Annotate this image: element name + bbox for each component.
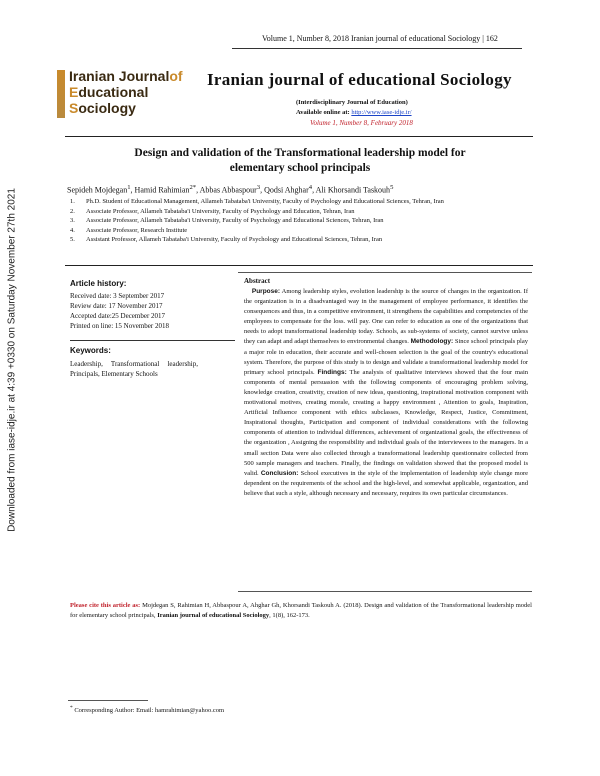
paper-title-line1: Design and validation of the Transformational leadership model for xyxy=(134,147,466,159)
footnote-mark: * xyxy=(70,705,73,711)
journal-subtitle: (Interdisciplinary Journal of Education) xyxy=(296,99,408,106)
accepted-date: Accepted date:25 December 2017 xyxy=(70,312,166,320)
keywords-heading: Keywords: xyxy=(70,346,111,355)
abstract-heading: Abstract xyxy=(244,277,271,285)
footnote-text: Corresponding Author: Email: hamrahimian@yahoo.com xyxy=(72,707,225,715)
methodology-label: Methodology: xyxy=(410,338,454,346)
journal-logo xyxy=(65,68,200,120)
citation-tail: , 1(8), 162-173. xyxy=(269,612,310,619)
issue-line: Volume 1, Number 8, February 2018 xyxy=(310,119,413,127)
history-heading: Article history: xyxy=(70,279,127,288)
affiliation-item: 5. Assistant Professor, Allameh Tabataba'i University, Faculty of Psychology and Educational Sciences, Tehran, Iran xyxy=(70,236,383,243)
download-note-text: Downloaded from iase-idje.ir at 4:39 +0330 on Saturday November 27th 2021 xyxy=(6,188,18,532)
author-name: Sepideh Mojdegan xyxy=(67,185,128,195)
running-head: Volume 1, Number 8, 2018 Iranian journal of educational Sociology | 162 xyxy=(262,34,498,43)
review-date: Review date: 17 November 2017 xyxy=(70,302,163,310)
paper-title-line2: elementary school principals xyxy=(229,162,371,174)
logo-line1-accent: of xyxy=(169,68,183,84)
title-rule-top xyxy=(65,136,533,137)
history-rule xyxy=(70,340,235,341)
abstract-body xyxy=(244,287,528,499)
affiliation-item: 3. Associate Professor, Allameh Tabataba'i University, Faculty of Psychology and Educational Sciences, Tehran, Iran xyxy=(70,217,384,224)
journal-title: Iranian journal of educational Sociology xyxy=(207,70,512,89)
author-sup: 2* xyxy=(189,184,197,191)
keywords-section xyxy=(70,346,198,380)
affiliation-item: 4. Associate Professor, Research Institute xyxy=(70,226,188,234)
author-sup: 1 xyxy=(127,184,131,191)
findings-label: Findings: xyxy=(317,368,347,376)
article-history xyxy=(70,279,235,331)
logo-accent-bar xyxy=(57,70,65,118)
author-sup: 4 xyxy=(308,184,313,191)
journal-url-link[interactable]: http://www.iase-idje.ir/ xyxy=(351,109,412,116)
author-sup: 3 xyxy=(256,184,261,191)
abstract-rule-bottom xyxy=(238,591,532,592)
affiliation-item: 2. Associate Professor, Allameh Tabataba'i University, Faculty of Psychology and Education, Tehran, Iran xyxy=(70,207,355,215)
logo-line1: Iranian Journal xyxy=(69,68,170,84)
conclusion-text: School executives in the style of the implementation of leadership style change more dependent on the requirements of the school and the high-level, and somewhat applicable, organization, and believe that such a style, although necessary and necessary, requires its own particular circumstances. xyxy=(244,469,529,497)
logo-line2-initial: E xyxy=(69,84,79,100)
author-name: Ali Khorsandi Taskouh xyxy=(315,185,391,195)
citation-text: Mojdegan S, Rahimian H, Abbaspour A, Ahghar Gh, Khorsandi Taskouh A. (2018). Design and validation of the Transformational leadership model for elementary school principals, xyxy=(70,602,532,619)
available-label: Available online at: xyxy=(296,109,350,116)
citation-label: Please cite this article as: xyxy=(70,602,141,609)
author-name: Hamid Rahimian xyxy=(134,185,190,195)
affiliation-rule xyxy=(65,265,533,266)
purpose-label: Purpose: xyxy=(251,288,281,295)
author-list: Sepideh Mojdegan$^1$, Hamid Rahimian$^{2*}$, Abbas Abbaspour$^3$, Qodsi Ahghar$^4$, Ali Khorsandi Taskouh$^5$ xyxy=(67,184,394,195)
received-date: Received date: 3 September 2017 xyxy=(70,292,165,300)
author-name: Qodsi Ahghar xyxy=(264,185,309,195)
abstract-rule-top xyxy=(238,272,532,273)
citation-journal: Iranian journal of educational Sociology xyxy=(157,612,270,619)
author-name: Abbas Abbaspour xyxy=(199,185,257,195)
logo-line3-initial: S xyxy=(69,100,79,116)
paper-title xyxy=(95,146,505,176)
footnote-rule xyxy=(68,700,148,701)
purpose-text: Among leadership styles, evolution leadership is the source of changes in the organization. If the organization is in a disadvantaged way in the management of employee performance, it identifies the consequences and thus, in a competitive environment, it strengthens the capabilities and competencies of the employees to compensate for the loss. will pay. One can refer to education as one of the organizations that needs to adopt transformational leadership today. Schools, as sub-systems of society, cannot survive unless they can adapt and adapt themselves to environmental changes. xyxy=(244,288,528,346)
conclusion-label: Conclusion: xyxy=(260,469,299,477)
affiliation-list xyxy=(70,197,540,245)
availability-line xyxy=(296,109,412,116)
footnote xyxy=(70,705,224,714)
author-sup: 5 xyxy=(390,184,394,191)
citation xyxy=(70,601,532,621)
logo-line3: ociology xyxy=(78,100,136,116)
methodology-text: Since school principals play a major role in education, their accurate and well-chosen selection is the goal of the country's educational system. Therefore, the purpose of this study is to design and validate a transformational leadership model for primary school principals. xyxy=(244,338,528,376)
header-rule xyxy=(232,48,522,49)
findings-text: The analysis of qualitative interviews showed that the four main components of mental persuasion with the following components of encouraging problem solving, knowledge creation, creativity, creation of new ideas, questioning, inspirational motivation component with motivational motives, creating morale, creating a happy environment , Attention to goals, Inspiration, Artificial Influence component with ethics subclasses, Knowledge, Respect, Justice, Commitment, Inspirational thoughts, Participation and component of individual considerations with the following components of attention to individual differences, achievement of organizational goals, the effectiveness of the organization , Assigning the responsibility and individual goals of the interviewees to the managers. In a small section Data were also collected through a transformational leadership questionnaire collected from 500 sample managers and teachers. Finally, the findings on validation showed that the proposed model is valid. xyxy=(244,368,528,477)
printed-date: Printed on line: 15 November 2018 xyxy=(70,322,169,330)
download-note xyxy=(4,160,20,560)
affiliation-item: 1. Ph.D. Student of Educational Management, Allameh Tabataba'i University, Faculty of Psychology and Educational Sciences, Tehran, Iran xyxy=(70,198,444,205)
keywords-text: Leadership, Transformational leadership, Principals, Elementary Schools xyxy=(70,359,198,378)
logo-line2: ducational xyxy=(78,84,149,100)
